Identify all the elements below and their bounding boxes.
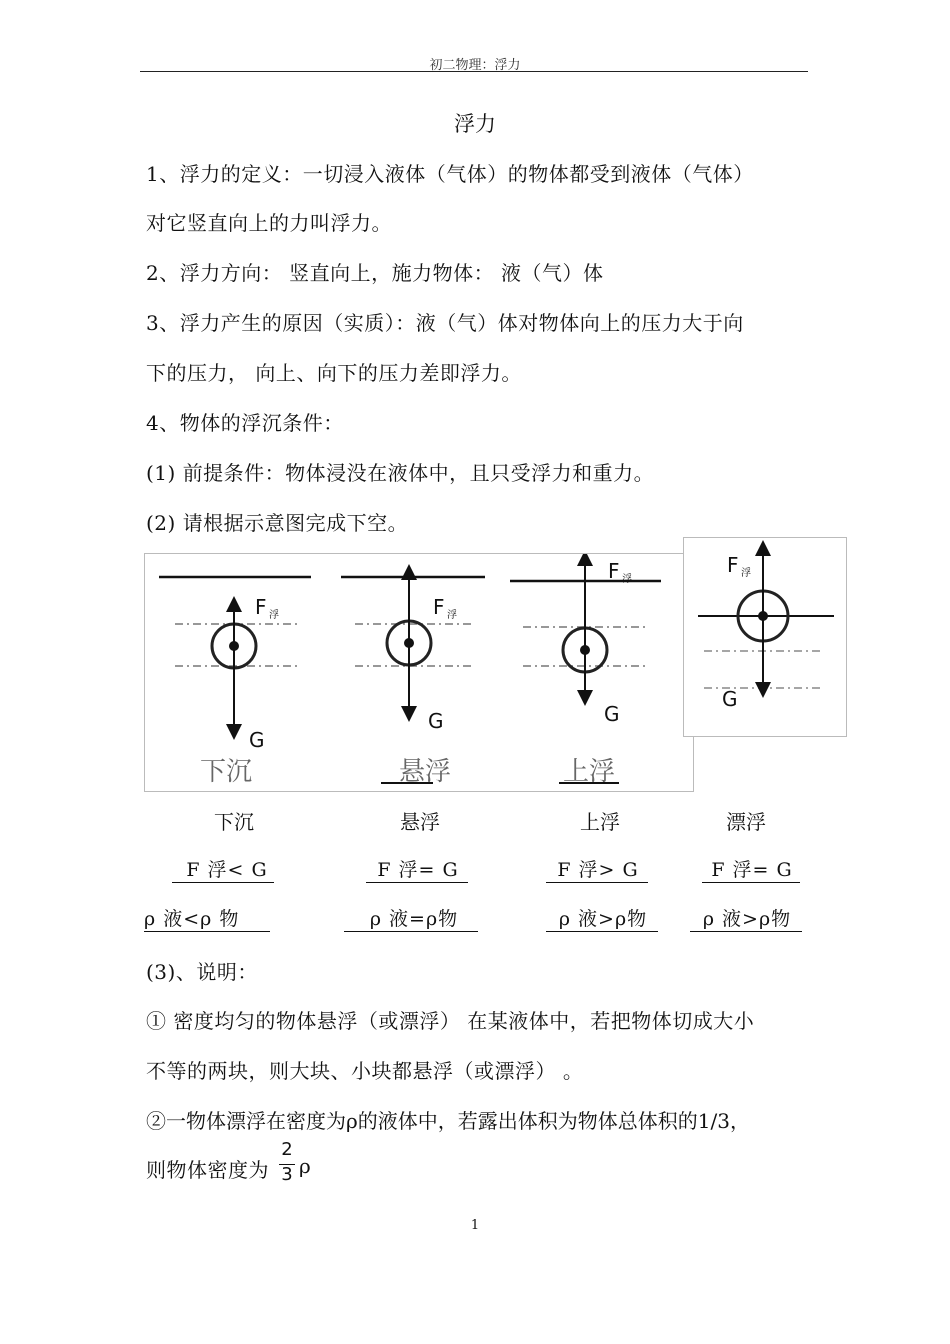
page-number: 1	[470, 1218, 480, 1233]
fraction-denominator: 3	[281, 1164, 293, 1185]
label-G: G	[604, 702, 620, 726]
label-suspended: 悬浮	[400, 810, 440, 834]
fraction-bar	[279, 1164, 295, 1165]
force-condition-suspended: F 浮= G	[377, 859, 459, 881]
caption-suspended: 悬浮	[399, 757, 452, 787]
note-2-line-1: ②一物体漂浮在密度为ρ的液体中，若露出体积为物体总体积的1/3，	[146, 1109, 750, 1133]
label-F-sub: 浮	[741, 568, 751, 579]
label-F: F	[433, 595, 445, 619]
force-condition-rising: F 浮> G	[557, 859, 639, 881]
label-rising: 上浮	[580, 810, 620, 834]
label-F: F	[727, 553, 739, 577]
underline	[172, 882, 274, 883]
paragraph-4-2: (2) 请根据示意图完成下空。	[146, 511, 409, 535]
note-2-line-2-suffix: ρ	[299, 1154, 311, 1178]
float-sink-diagram	[144, 553, 694, 792]
force-condition-sinking: F 浮< G	[186, 859, 268, 881]
paragraph-2: 2、浮力方向： 竖直向上，施力物体： 液（气）体	[146, 261, 604, 285]
diagram-svg	[145, 554, 693, 791]
panel-rising	[510, 558, 661, 787]
caption-rising: 上浮	[563, 757, 616, 787]
underline	[546, 882, 648, 883]
panel-suspended	[341, 572, 485, 787]
caption-sinking: 下沉	[200, 757, 253, 787]
label-F-sub: 浮	[622, 574, 632, 585]
underline	[366, 882, 468, 883]
fraction-numerator: 2	[281, 1139, 293, 1160]
label-sinking: 下沉	[214, 810, 254, 834]
label-F: F	[608, 559, 620, 583]
notes-heading: (3)、说明：	[146, 960, 258, 984]
force-condition-floating: F 浮= G	[711, 859, 793, 881]
panel-sinking	[159, 577, 311, 787]
label-G: G	[249, 728, 265, 752]
page-header: 初二物理：浮力	[429, 58, 521, 73]
label-F-sub: 浮	[447, 610, 457, 621]
underline	[144, 931, 270, 932]
note-2-line-2-prefix: 则物体密度为	[146, 1158, 269, 1182]
underline	[702, 882, 800, 883]
floating-diagram	[683, 537, 847, 737]
density-condition-floating: ρ 液>ρ物	[702, 908, 792, 930]
label-G: G	[428, 709, 444, 733]
paragraph-3-line-1: 3、浮力产生的原因（实质）：液（气）体对物体向上的压力大于向	[146, 311, 744, 335]
floating-svg	[684, 538, 846, 736]
paragraph-3-line-2: 下的压力， 向上、向下的压力差即浮力。	[146, 361, 522, 385]
paragraph-4-1: (1) 前提条件：物体浸没在液体中，且只受浮力和重力。	[146, 461, 655, 485]
density-condition-rising: ρ 液>ρ物	[558, 908, 648, 930]
header-rule	[140, 71, 808, 72]
density-condition-sinking: ρ 液<ρ 物	[144, 908, 240, 930]
label-floating: 漂浮	[726, 810, 766, 834]
fraction-two-thirds	[278, 1140, 296, 1184]
paragraph-1-line-1: 1、浮力的定义：一切浸入液体（气体）的物体都受到液体（气体）	[146, 162, 754, 186]
paragraph-4: 4、物体的浮沉条件：	[146, 411, 344, 435]
underline	[546, 931, 658, 932]
underline	[344, 931, 478, 932]
page-title: 浮力	[454, 112, 496, 136]
label-F-sub: 浮	[269, 610, 279, 621]
note-1-line-1: ① 密度均匀的物体悬浮（或漂浮） 在某液体中，若把物体切成大小	[146, 1009, 755, 1033]
label-G: G	[722, 687, 738, 711]
paragraph-1-line-2: 对它竖直向上的力叫浮力。	[146, 211, 392, 235]
note-1-line-2: 不等的两块，则大块、小块都悬浮（或漂浮） 。	[146, 1059, 584, 1083]
underline	[690, 931, 802, 932]
label-F: F	[255, 595, 267, 619]
density-condition-suspended: ρ 液=ρ物	[369, 908, 459, 930]
